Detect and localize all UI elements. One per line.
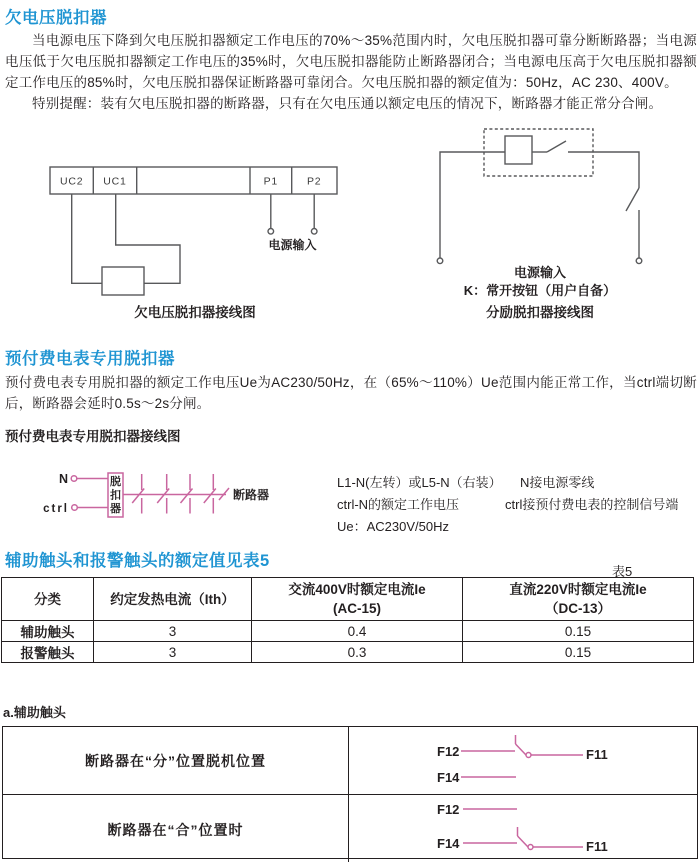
k-switch-blade <box>547 141 566 152</box>
p1-terminal <box>268 229 274 235</box>
contact-point <box>528 845 533 850</box>
cell-alarm-ac: 0.3 <box>252 642 463 663</box>
section2-paragraph: 预付费电表专用脱扣器的额定工作电压Ue为AC230/50Hz，在（65%～110%）Ue范围内能正常工作，当ctrl端切断后，断路器会延时0.5s～2s分闸。 <box>5 375 697 411</box>
aux-contact-label: a.辅助触头 <box>3 705 66 720</box>
section1-remark: 特别提醒：装有欠电压脱扣器的断路器，只有在欠电压通以额定电压的情况下，断路器才能正常分合闸。 <box>32 96 663 111</box>
terminal-label-p1: P1 <box>263 175 279 188</box>
release-box-char1: 脱 <box>110 476 121 488</box>
coil-box <box>102 267 144 295</box>
note-ctrl-signal: ctrl接预付费电表的控制信号端 <box>505 497 679 512</box>
section1-title: 欠电压脱扣器 <box>5 9 107 27</box>
cell-aux-ith: 3 <box>94 621 252 642</box>
note-n-zero-line: N接电源零线 <box>520 475 595 490</box>
cell-alarm-name: 报警触头 <box>2 642 94 663</box>
closed-position-diagram <box>349 795 696 860</box>
breaker-label: 断路器 <box>233 488 270 502</box>
ctrl-label: ctrl <box>43 503 69 515</box>
contact-point <box>526 753 531 758</box>
right-wire <box>568 152 639 188</box>
switch-blade <box>516 744 527 755</box>
header-dc-line1: 直流220V时额定电流Ie <box>509 582 647 597</box>
row2-description: 断路器在“合”位置时 <box>3 795 349 862</box>
power-input-label: 电源输入 <box>268 238 317 252</box>
note-ue: Ue：AC230V/50Hz <box>337 519 449 534</box>
prepaid-release-diagram <box>30 462 270 522</box>
contact-position-table <box>2 726 698 859</box>
n-label: N <box>58 472 68 486</box>
cell-aux-ac: 0.4 <box>252 621 463 642</box>
f12-label: F12 <box>437 744 460 759</box>
section1-paragraph: 当电源电压下降到欠电压脱扣器额定工作电压的70%～35%范围内时，欠电压脱扣器可靠分断断路器；当电源电压低于欠电压脱扣器额定工作电压的35%时，欠电压脱扣器能防止断路器闭合；当电源电压高于欠电压脱扣器额定工作电压的85%时，欠电压脱扣器保证断路器可靠闭合。欠电压脱扣器的额定值为：50Hz，AC 230、400V。 <box>5 33 697 90</box>
shunt-power-input-label: 电源输入 <box>513 265 566 280</box>
row1-contact-diagram <box>349 727 697 794</box>
terminal-label-p2: P2 <box>306 175 322 188</box>
cell-alarm-dc: 0.15 <box>463 642 694 663</box>
f11-label: F11 <box>586 839 608 854</box>
ctrl-terminal <box>72 505 78 511</box>
cell-alarm-ith: 3 <box>94 642 252 663</box>
terminal-label-uc1: UC1 <box>103 175 127 188</box>
release-box-char3: 器 <box>110 503 121 515</box>
section3-title: 辅助触头和报警触头的额定值见表5 <box>5 552 270 570</box>
cell-aux-name: 辅助触头 <box>2 621 94 642</box>
table5-label: 表5 <box>612 564 633 579</box>
row1-description: 断路器在“分”位置脱机位置 <box>3 727 349 794</box>
header-category: 分类 <box>2 578 94 621</box>
right-switch-blade <box>626 188 639 211</box>
terminal-label-uc2: UC2 <box>59 175 84 188</box>
release-box-char2: 扣 <box>110 489 121 502</box>
table-row <box>3 795 697 862</box>
note-l1n: L1-N(左转）或L5-N（右装） <box>337 475 502 490</box>
shunt-diagram-caption: 分励脱扣器接线图 <box>486 305 594 320</box>
cell-aux-dc: 0.15 <box>463 621 694 642</box>
row2-contact-diagram <box>349 795 697 862</box>
f12-label: F12 <box>437 802 460 817</box>
shunt-wiring-diagram <box>420 122 660 278</box>
release-coil-box <box>505 136 532 164</box>
note-ctrl-voltage: ctrl-N的额定工作电压 <box>337 497 460 512</box>
header-dc-line2: （DC-13） <box>544 601 611 616</box>
open-position-diagram <box>349 727 696 789</box>
table-header-row <box>2 578 694 621</box>
undervoltage-wiring-diagram <box>40 157 350 303</box>
table-row <box>3 727 697 795</box>
n-terminal <box>71 476 77 482</box>
f11-label: F11 <box>586 747 608 762</box>
section2-subheading: 预付费电表专用脱扣器接线图 <box>5 429 181 444</box>
header-ith: 约定发热电流（Ith） <box>94 578 252 621</box>
right-terminal <box>636 258 642 264</box>
header-ac-line2: (AC-15) <box>332 601 381 616</box>
table-row <box>2 621 694 642</box>
left-terminal <box>437 258 443 264</box>
uc2-wire <box>72 194 102 283</box>
table-row <box>2 642 694 663</box>
ratings-table <box>1 577 694 663</box>
uv-diagram-caption: 欠电压脱扣器接线图 <box>134 305 256 320</box>
f14-label: F14 <box>437 836 460 851</box>
left-wire <box>440 152 505 258</box>
k-button-note: K：常开按钮（用户自备） <box>463 283 617 298</box>
switch-blade <box>518 836 529 847</box>
section2-title: 预付费电表专用脱扣器 <box>5 350 175 368</box>
p2-terminal <box>311 229 317 235</box>
header-ac <box>252 578 463 621</box>
header-dc <box>463 578 694 621</box>
header-ac-line1: 交流400V时额定电流Ie <box>288 582 426 597</box>
uc1-wire <box>116 194 180 283</box>
f14-label: F14 <box>437 770 460 785</box>
